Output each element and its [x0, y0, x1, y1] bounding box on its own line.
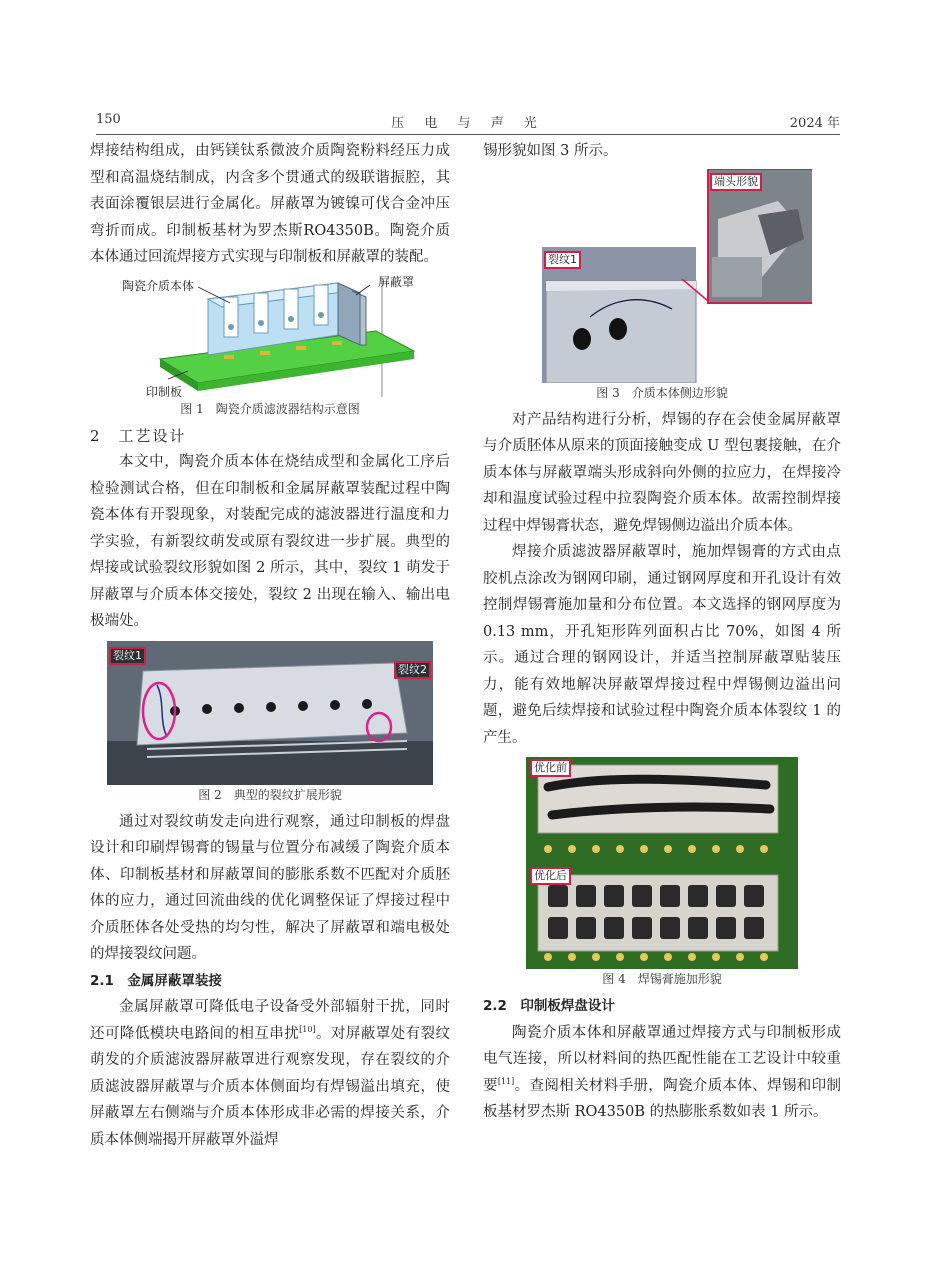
- figure-4-caption: 图 4 焊锡膏施加形貌: [602, 972, 722, 986]
- text-run: 。查阅相关材料手册，陶瓷介质本体、焊锡和印制板基材罗杰斯 RO4350B 的热膨胀系数如表 1 所示。: [483, 1077, 842, 1120]
- figure-4: [526, 757, 798, 969]
- subsection-heading-2-2: 2.2 印制板焊盘设计: [483, 998, 615, 1014]
- figure-2-caption: 图 2 典型的裂纹扩展形貌: [198, 787, 342, 802]
- paragraph: 通过对裂纹萌发走向进行观察，通过印制板的焊盘设计和印刷焊锡膏的锡量与位置分布减缓了陶瓷介质本体、印制板基材和屏蔽罩间的膨胀系数不匹配对介质胚体的应力，通过回流曲线的优化调整保证了焊接过程中介质胚体各处受热的均匀性，解决了屏蔽罩和端电极处的焊接裂纹问题。: [90, 813, 450, 962]
- paragraph: 焊接介质滤波器屏蔽罩时，施加焊锡膏的方式由点胶机点涂改为钢网印刷，通过钢网厚度和开孔设计有效控制焊锡膏施加量和分布位置。本文选择的钢网厚度为 0.13 mm，开孔矩形阵列面积占比 70%，如图 4 所示。通过合理的钢网设计，并适当控制屏蔽罩贴装压力，能有效地解决屏蔽罩焊接过程中焊锡侧边溢出问题，避免后续焊接和试验过程中陶瓷介质本体裂纹 1 的产生。: [483, 544, 841, 746]
- tag-crack-2: 裂纹2: [394, 661, 431, 679]
- issue-year: 2024 年: [789, 116, 840, 131]
- right-column: [483, 138, 841, 1126]
- text-run: 陶瓷介质本体和屏蔽罩通过焊接方式与印制板形成电气连接，所以材料间的热匹配性能在工艺设计中较重要: [483, 1024, 841, 1094]
- section-heading-2: 2 工艺设计: [90, 426, 187, 445]
- side-morphology-photo: [512, 169, 812, 383]
- running-header: [96, 112, 840, 134]
- citation-ref[interactable]: [11]: [497, 1076, 515, 1086]
- subsection-heading-2-1: 2.1 金属屏蔽罩装接: [90, 972, 222, 989]
- label-shield: 屏蔽罩: [378, 274, 415, 289]
- header-rule: [96, 134, 840, 135]
- tag-crack-1: 裂纹1: [544, 251, 581, 269]
- page-number: 150: [96, 112, 121, 127]
- paragraph: 本文中，陶瓷介质本体在烧结成型和金属化工序后检验测试合格，但在印制板和金属屏蔽罩装配过程中陶瓷本体有开裂现象，对装配完成的滤波器进行温度和力学实验，有新裂纹萌发或原有裂纹进一步扩展。典型的焊接或试验裂纹形貌如图 2 所示，其中，裂纹 1 萌发于屏蔽罩与介质本体交接处，裂纹 2 出现在输入、输出电极端处。: [90, 454, 450, 629]
- label-ceramic-body: 陶瓷介质本体: [122, 278, 195, 293]
- paragraph: 对产品结构进行分析，焊锡的存在会使金属屏蔽罩与介质胚体从原来的顶面接触变成 U 型包裹接触，在介质本体与屏蔽罩端头形成斜向外侧的拉应力，在焊接冷却和温度试验过程中拉裂陶瓷介质本体。故需控制焊接过程中焊锡膏状态，避免焊锡侧边溢出介质本体。: [483, 411, 841, 534]
- text-run: 金属屏蔽罩可降低电子设备受外部辐射干扰，同时还可降低模块电路间的相互串扰: [90, 999, 450, 1042]
- tag-end-morphology: 端头形貌: [710, 173, 762, 191]
- text-run: 。对屏蔽罩处有裂纹萌发的介质滤波器屏蔽罩进行观察发现，存在裂纹的介质滤波器屏蔽罩与介质本体侧面均有焊锡溢出填充，使屏蔽罩左右侧端与介质本体形成非必需的焊接关系，介质本体侧端揭开屏蔽罩外溢焊: [90, 1025, 451, 1148]
- figure-1-caption: 图 1 陶瓷介质滤波器结构示意图: [180, 401, 360, 416]
- figure-1: [120, 275, 420, 399]
- paragraph: 锡形貌如图 3 所示。: [483, 143, 618, 159]
- figure-2: [107, 641, 433, 785]
- figure-3-caption: 图 3 介质本体侧边形貌: [596, 385, 728, 400]
- crack-photo: [107, 641, 433, 785]
- tag-before-optimization: 优化前: [530, 759, 571, 777]
- citation-ref[interactable]: [10]: [299, 1024, 316, 1034]
- figure-3: [512, 169, 812, 383]
- left-column: [90, 138, 450, 1153]
- tag-crack-1: 裂纹1: [109, 647, 146, 665]
- journal-title: 压 电 与 声 光: [391, 116, 545, 131]
- tag-after-optimization: 优化后: [530, 867, 571, 885]
- paragraph: 焊接结构组成，由钙镁钛系微波介质陶瓷粉料经压力成型和高温烧结制成，内含多个贯通式的级联谐振腔，其表面涂覆银层进行金属化。屏蔽罩为镀镍可伐合金冲压弯折而成。印制板基材为罗杰斯RO4350B。陶瓷介质本体通过回流焊接方式实现与印制板和屏蔽罩的装配。: [90, 143, 450, 265]
- label-pcb: 印制板: [146, 384, 183, 399]
- paragraph: [483, 1020, 841, 1126]
- solder-paste-photo: [526, 757, 798, 969]
- paragraph: [90, 994, 450, 1153]
